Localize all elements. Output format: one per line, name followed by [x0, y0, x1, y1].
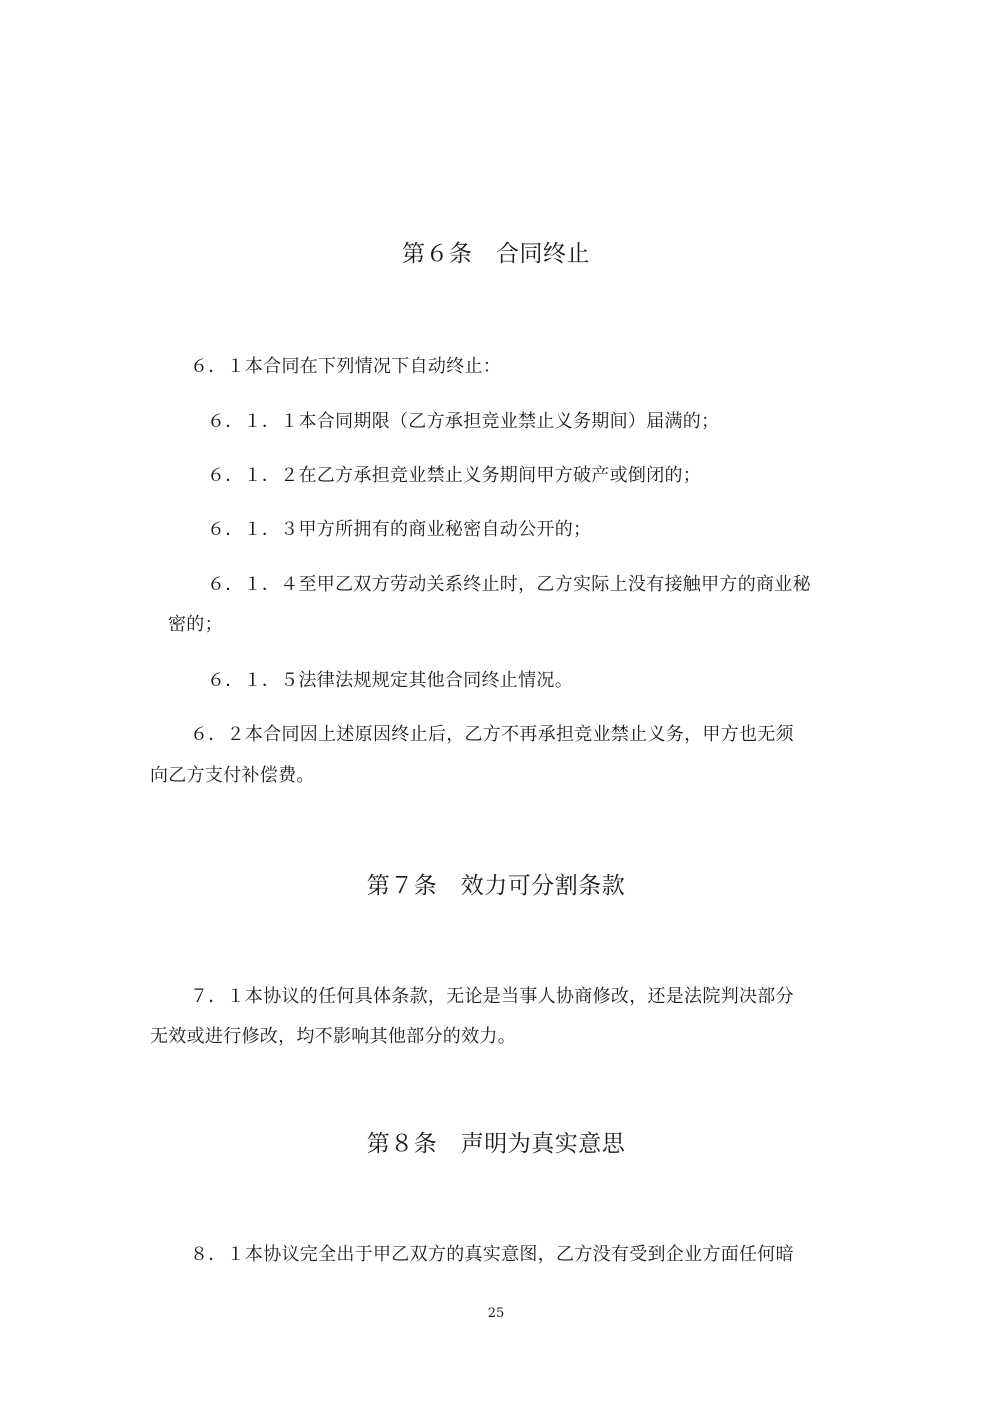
- page-number: 25: [487, 1306, 505, 1321]
- clause-6-1-2: ６．１．２在乙方承担竞业禁止义务期间甲方破产或倒闭的；: [207, 465, 702, 486]
- article-6-heading: 第６条 合同终止: [402, 241, 590, 267]
- clause-8-1-line-1: ８．１本协议完全出于甲乙双方的真实意图，乙方没有受到企业方面任何暗: [190, 1244, 794, 1265]
- clause-6-2-line-2: 向乙方支付补偿费。: [150, 765, 315, 786]
- article-7-heading: 第７条 效力可分割条款: [366, 873, 626, 899]
- clause-6-1-5: ６．１．５法律法规规定其他合同终止情况。: [207, 670, 573, 691]
- clause-6-1-4-line-2: 密的；: [168, 614, 223, 635]
- clause-6-2-line-1: ６．２本合同因上述原因终止后，乙方不再承担竞业禁止义务，甲方也无须: [190, 724, 794, 745]
- clause-6-1-1: ６．１．１本合同期限（乙方承担竞业禁止义务期间）届满的；: [207, 411, 720, 432]
- clause-6-1: ６．１本合同在下列情况下自动终止：: [190, 356, 502, 377]
- clause-7-1-line-2: 无效或进行修改，均不影响其他部分的效力。: [150, 1026, 516, 1047]
- clause-7-1-line-1: ７．１本协议的任何具体条款，无论是当事人协商修改，还是法院判决部分: [190, 986, 794, 1007]
- clause-6-1-4-line-1: ６．１．４至甲乙双方劳动关系终止时，乙方实际上没有接触甲方的商业秘: [207, 574, 811, 595]
- clause-6-1-3: ６．１．３甲方所拥有的商业秘密自动公开的；: [207, 519, 592, 540]
- article-8-heading: 第８条 声明为真实意思: [366, 1131, 626, 1157]
